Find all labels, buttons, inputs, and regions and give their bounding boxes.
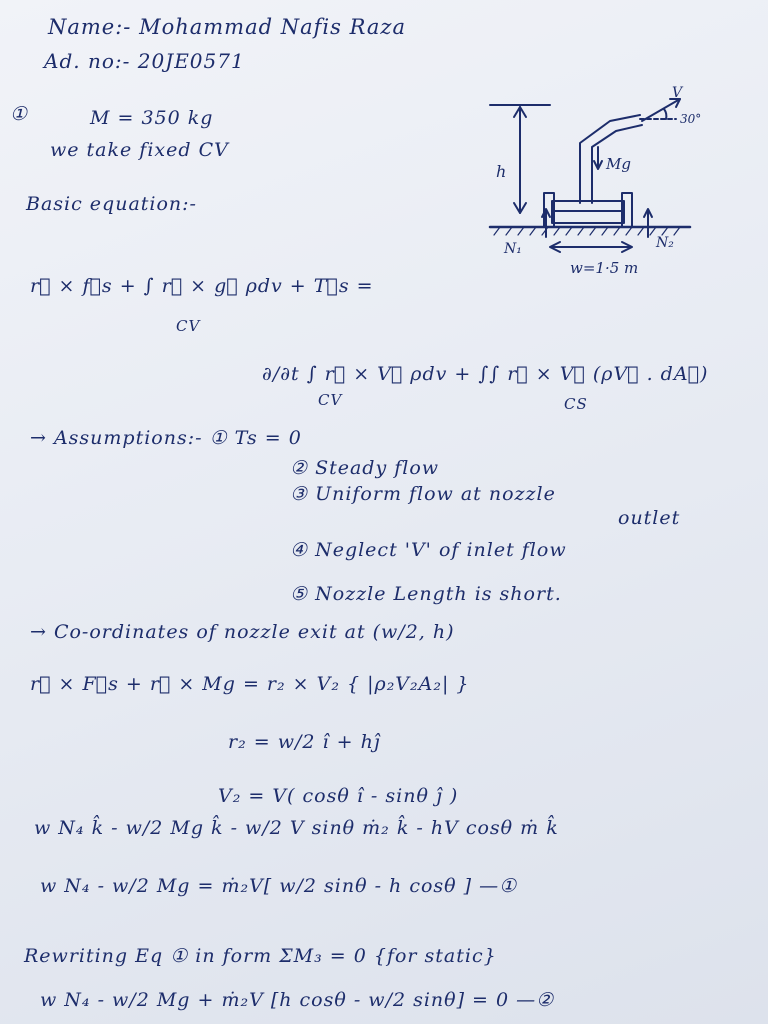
jet-velocity-vector (642, 99, 680, 121)
assumption-3: ③ Uniform flow at nozzle (290, 483, 556, 505)
moment-balance-equation: r⃗ × F⃗s + r⃗ × Mg = r₂ × V₂ { |ρ₂V₂A₂| } (30, 673, 470, 695)
width-label: w=1·5 m (570, 259, 639, 277)
name-line: Name:- Mohammad Nafis Raza (48, 15, 406, 39)
momentum-equation-lhs: r⃗ × f⃗s + ∫ r⃗ × g⃗ ρdv + T⃗s = (30, 275, 374, 297)
rhs-cv-subscript: CV (318, 391, 343, 409)
equation-1: w N₄ - w/2 Mg = ṁ₂V[ w/2 sinθ - h cosθ ] —① (40, 875, 518, 897)
admission-number-line: Ad. no:- 20JE0571 (44, 49, 245, 73)
equation-2: w N₄ - w/2 Mg + ṁ₂V [h cosθ - w/2 sinθ] = 0 —② (40, 989, 555, 1011)
weight-label: Mg (606, 155, 631, 173)
n2-label: N₂ (656, 235, 674, 251)
angle-arc (664, 109, 666, 119)
momentum-equation-rhs: ∂/∂t ∫ r⃗ × V⃗ ρdv + ∫∫ r⃗ × V⃗ (ρV⃗ . dA⃗) (262, 363, 709, 385)
assumption-3-continued: outlet (618, 507, 681, 529)
rhs-cs-subscript: CS (564, 395, 588, 413)
velocity-vector-v2: V₂ = V( cosθ î - sinθ ĵ ) (218, 785, 459, 807)
height-label: h (496, 162, 507, 181)
question-number: ① (10, 103, 29, 125)
velocity-label: V (672, 85, 683, 101)
coordinates-line: → Co-ordinates of nozzle exit at (w/2, h) (30, 621, 455, 643)
basic-equation-heading: Basic equation:- (26, 193, 197, 215)
assumption-4: ④ Neglect 'V' of inlet flow (290, 539, 567, 561)
assumption-5: ⑤ Nozzle Length is short. (290, 583, 562, 605)
position-vector-r2: r₂ = w/2 î + hĵ (228, 731, 381, 753)
k-component-equation: w N₄ k̂ - w/2 Mg k̂ - w/2 V sinθ ṁ₂ k̂ - hV cosθ ṁ k̂ (34, 817, 559, 839)
mass-value: M = 350 kg (90, 107, 214, 129)
rewriting-statement: Rewriting Eq ① in form ΣM₃ = 0 {for static} (24, 945, 497, 967)
control-volume-note: we take fixed CV (50, 139, 229, 161)
lhs-cv-subscript: CV (176, 317, 201, 335)
angle-label: 30° (680, 112, 702, 126)
assumptions-heading: → Assumptions:- ① Ts = 0 (30, 427, 302, 449)
nozzle-cart-diagram (480, 85, 730, 285)
assumption-2: ② Steady flow (290, 457, 440, 479)
n1-label: N₁ (504, 241, 522, 257)
